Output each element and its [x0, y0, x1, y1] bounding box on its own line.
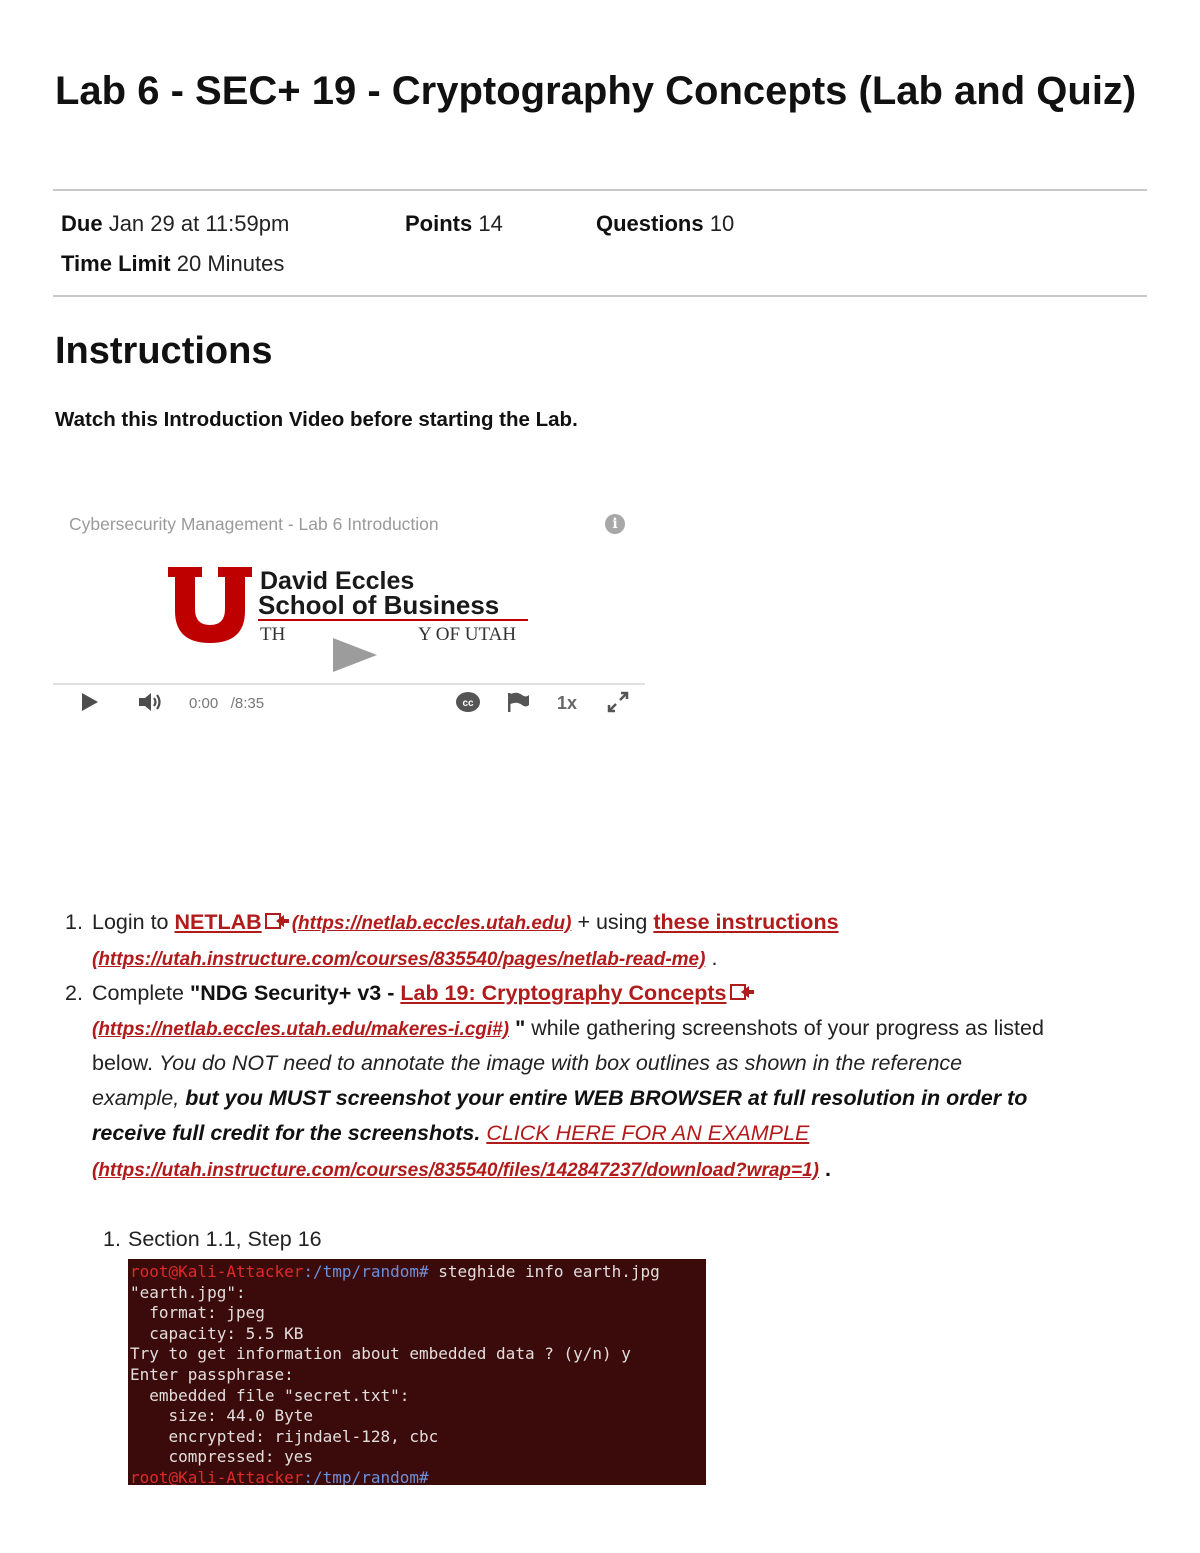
- instructions-lead: Watch this Introduction Video before starting the Lab.: [55, 408, 578, 431]
- instructions-url[interactable]: (https://utah.instructure.com/courses/835540/pages/netlab-read-me): [92, 949, 706, 970]
- divider-top: [53, 189, 1147, 191]
- flag-icon[interactable]: [505, 690, 531, 714]
- video-title: Cybersecurity Management - Lab 6 Introduction: [69, 514, 439, 534]
- terminal-command: steghide info earth.jpg: [428, 1262, 660, 1281]
- example-link[interactable]: CLICK HERE FOR AN EXAMPLE: [486, 1121, 810, 1145]
- step-2-tail-1: while gathering screenshots of your progress as listed: [531, 1016, 1044, 1040]
- step-1-line-1: [92, 905, 839, 941]
- meta-due: [61, 211, 289, 237]
- divider-meta: [53, 295, 1147, 297]
- terminal-line: format: jpeg: [130, 1303, 265, 1323]
- meta-points: [405, 211, 503, 237]
- sub-step-1-label: Section 1.1, Step 16: [128, 1227, 322, 1251]
- lab-19-link[interactable]: Lab 19: Cryptography Concepts: [400, 981, 727, 1005]
- logo-line-3-right: Y OF UTAH: [418, 624, 517, 645]
- step-2-bold-open: "NDG Security+ v3 -: [190, 981, 395, 1005]
- play-icon[interactable]: [79, 690, 101, 714]
- terminal-line: Try to get information about embedded data ? (y/n) y: [130, 1344, 631, 1364]
- terminal-line: embedded file "secret.txt":: [130, 1385, 410, 1405]
- video-player[interactable]: [53, 500, 645, 726]
- time-limit-label: Time Limit: [61, 251, 171, 276]
- step-2-line-5: [92, 1116, 809, 1151]
- prompt-path: :/tmp/random: [303, 1262, 419, 1281]
- netlab-url[interactable]: (https://netlab.eccles.utah.edu): [291, 913, 572, 934]
- volume-icon[interactable]: [137, 690, 165, 714]
- terminal-output: [128, 1259, 706, 1485]
- terminal-line: encrypted: rijndael-128, cbc: [130, 1426, 439, 1446]
- points-value: 14: [478, 211, 503, 236]
- netlab-link[interactable]: NETLAB: [174, 910, 262, 934]
- step-2-line2-b: You do NOT need to annotate the image with box outlines as shown in the reference: [158, 1051, 963, 1075]
- terminal-line: capacity: 5.5 KB: [130, 1323, 304, 1343]
- svg-text:cc: cc: [462, 698, 474, 709]
- step-2-line-6: [92, 1152, 831, 1188]
- step-1-suffix: .: [711, 946, 718, 970]
- logo-line-3-left: TH: [260, 624, 286, 645]
- captions-icon[interactable]: [455, 690, 481, 714]
- prompt-hash: #: [418, 1467, 429, 1485]
- info-icon[interactable]: i: [605, 514, 625, 534]
- time-limit-value: 20 Minutes: [176, 251, 285, 276]
- seek-bar[interactable]: [53, 683, 645, 685]
- step-2-prefix: Complete: [92, 981, 185, 1005]
- meta-questions: [596, 211, 734, 237]
- terminal-line: "earth.jpg":: [130, 1282, 246, 1302]
- page-title: Lab 6 - SEC+ 19 - Cryptography Concepts (Lab and Quiz): [55, 69, 1137, 113]
- current-time: 0:00: [189, 695, 219, 712]
- prompt-path: :/tmp/random: [303, 1467, 419, 1485]
- step-2-suffix: .: [825, 1157, 831, 1181]
- step-2-line2-a: below.: [92, 1051, 153, 1075]
- prompt-hash: #: [418, 1262, 429, 1281]
- terminal-line: Enter passphrase:: [130, 1364, 294, 1384]
- step-1-line-2: [92, 941, 717, 977]
- due-label: Due: [61, 211, 103, 236]
- video-time: [189, 695, 264, 712]
- points-label: Points: [405, 211, 473, 236]
- external-link-icon: [729, 982, 755, 1002]
- due-value: Jan 29 at 11:59pm: [108, 211, 290, 236]
- prompt-user: root@Kali-Attacker: [130, 1467, 304, 1485]
- speed-button[interactable]: 1x: [557, 693, 578, 713]
- step-2-line-3: [92, 1046, 962, 1081]
- step-2-line3-a: example,: [92, 1086, 180, 1110]
- external-link-icon: [264, 911, 290, 931]
- terminal-screenshot: [128, 1259, 706, 1485]
- big-play-icon[interactable]: [333, 638, 377, 672]
- meta-time-limit: [61, 251, 284, 277]
- step-2-bold-close: ": [515, 1016, 526, 1040]
- logo-line-2: School of Business: [258, 590, 500, 620]
- step-2-line3-b: but you MUST screenshot your entire WEB BROWSER at full resolution in order to: [185, 1086, 1028, 1110]
- step-2-number: 2.: [65, 981, 83, 1005]
- school-logo: [168, 565, 528, 645]
- step-2-line-1: [92, 976, 757, 1011]
- block-u-icon: [168, 567, 252, 643]
- terminal-line: compressed: yes: [130, 1447, 314, 1467]
- step-1-number: 1.: [65, 910, 83, 934]
- step-2-line-2: [92, 1011, 1044, 1047]
- questions-value: 10: [709, 211, 735, 236]
- questions-label: Questions: [596, 211, 704, 236]
- step-2-line-4: [92, 1081, 1027, 1116]
- step-1-middle: + using: [577, 910, 648, 934]
- instructions-link[interactable]: these instructions: [653, 910, 839, 934]
- duration: /8:35: [230, 695, 265, 712]
- terminal-line: size: 44.0 Byte: [130, 1406, 314, 1426]
- step-2-line4-a: receive full credit for the screenshots.: [92, 1121, 481, 1145]
- example-url[interactable]: (https://utah.instructure.com/courses/835540/files/142847237/download?wrap=1): [92, 1160, 820, 1181]
- step-1-prefix: Login to: [92, 910, 169, 934]
- logo-line-1: David Eccles: [260, 567, 415, 595]
- prompt-user: root@Kali-Attacker: [130, 1262, 304, 1281]
- sub-step-1-number: 1.: [103, 1227, 121, 1251]
- fullscreen-icon[interactable]: [605, 690, 631, 714]
- instructions-heading: Instructions: [55, 330, 273, 372]
- lab-19-url[interactable]: (https://netlab.eccles.utah.edu/makeres-i.cgi#): [92, 1019, 510, 1040]
